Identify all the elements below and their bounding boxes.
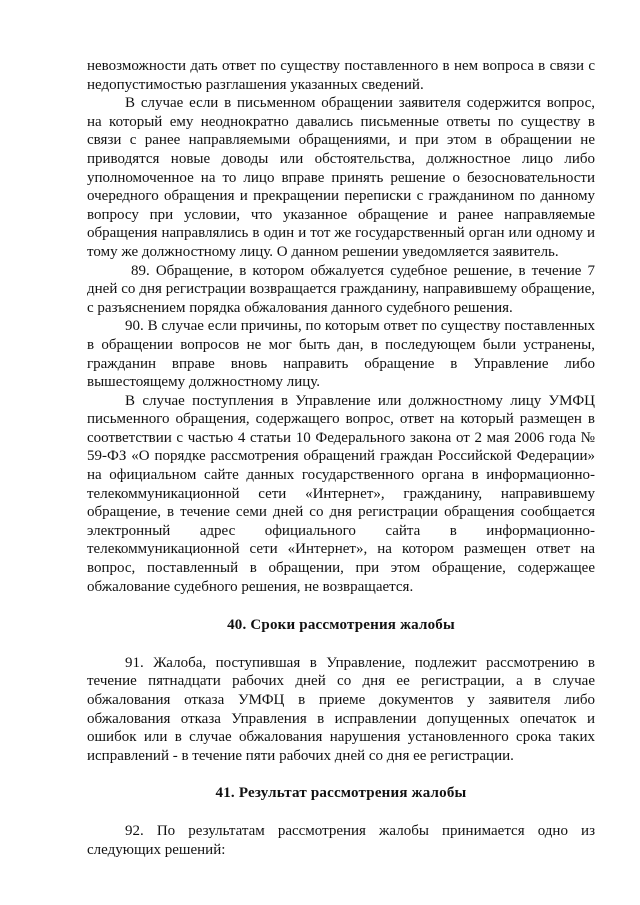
paragraph-92: 92. По результатам рассмотрения жалобы принимается одно из следующих решений:	[87, 822, 595, 858]
paragraph-89: 89. Обращение, в котором обжалуется судебное решение, в течение 7 дней со дня регистрации возвращается гражданину, направившему обращение, с разъяснением порядка обжалования данного судебного решения.	[87, 262, 595, 316]
paragraph-repeated-requests: В случае если в письменном обращении заявителя содержится вопрос, на который ему неоднократно давались письменные ответы по существу в связи с ранее направляемыми обращениями, и при этом в обращении не приводятся новые доводы или обстоятельства, должностное лицо либо уполномоченное на то лицо вправе принять решение о безосновательности очередного обращения и прекращении переписки с гражданином по данному вопросу при условии, что указанное обращение и ранее направляемые обращения направлялись в один и тот же государственный орган или одному и тому же должностному лицу. О данном решении уведомляется заявитель.	[87, 95, 595, 260]
section-heading-41: 41. Результат рассмотрения жалобы	[215, 785, 467, 802]
paragraph-90: 90. В случае если причины, по которым ответ по существу поставленных в обращении вопросов не мог быть дан, в последующем были устранены, гражданин вправе вновь направить обращение в Управление либо вышестоящему должностному лицу.	[87, 318, 595, 391]
paragraph-90-continued: В случае поступления в Управление или должностному лицу УМФЦ письменного обращения, содержащего вопрос, ответ на который размещен в соответствии с частью 4 статьи 10 Федерального закона от 2 мая 2006 года № 59-ФЗ «О порядке рассмотрения обращений граждан Российской Федерации» на официальном сайте данных государственного органа в информационно-телекоммуникационной сети «Интернет», гражданину, направившему обращение, в течение семи дней со дня регистрации обращения сообщается электронный адрес официального сайта в информационно-телекоммуникационной сети «Интернет», на котором размещен ответ на вопрос, поставленный в обращении, при этом обращение, содержащее обжалование судебного решения, не возвращается.	[87, 392, 595, 595]
paragraph-91: 91. Жалоба, поступившая в Управление, подлежит рассмотрению в течение пятнадцати рабочих дней со дня ее регистрации, а в случае обжалования отказа УМФЦ в приеме документов у заявителя либо обжалования отказа Управления в исправлении допущенных опечаток и ошибок или в случае обжалования нарушения установленного срока таких исправлений - в течение пяти рабочих дней со дня ее регистрации.	[87, 654, 595, 764]
section-heading-40: 40. Сроки рассмотрения жалобы	[227, 617, 455, 634]
document-page	[87, 57, 595, 859]
paragraph-continuation: невозможности дать ответ по существу поставленного в нем вопроса в связи с недопустимостью разглашения указанных сведений.	[87, 58, 595, 93]
